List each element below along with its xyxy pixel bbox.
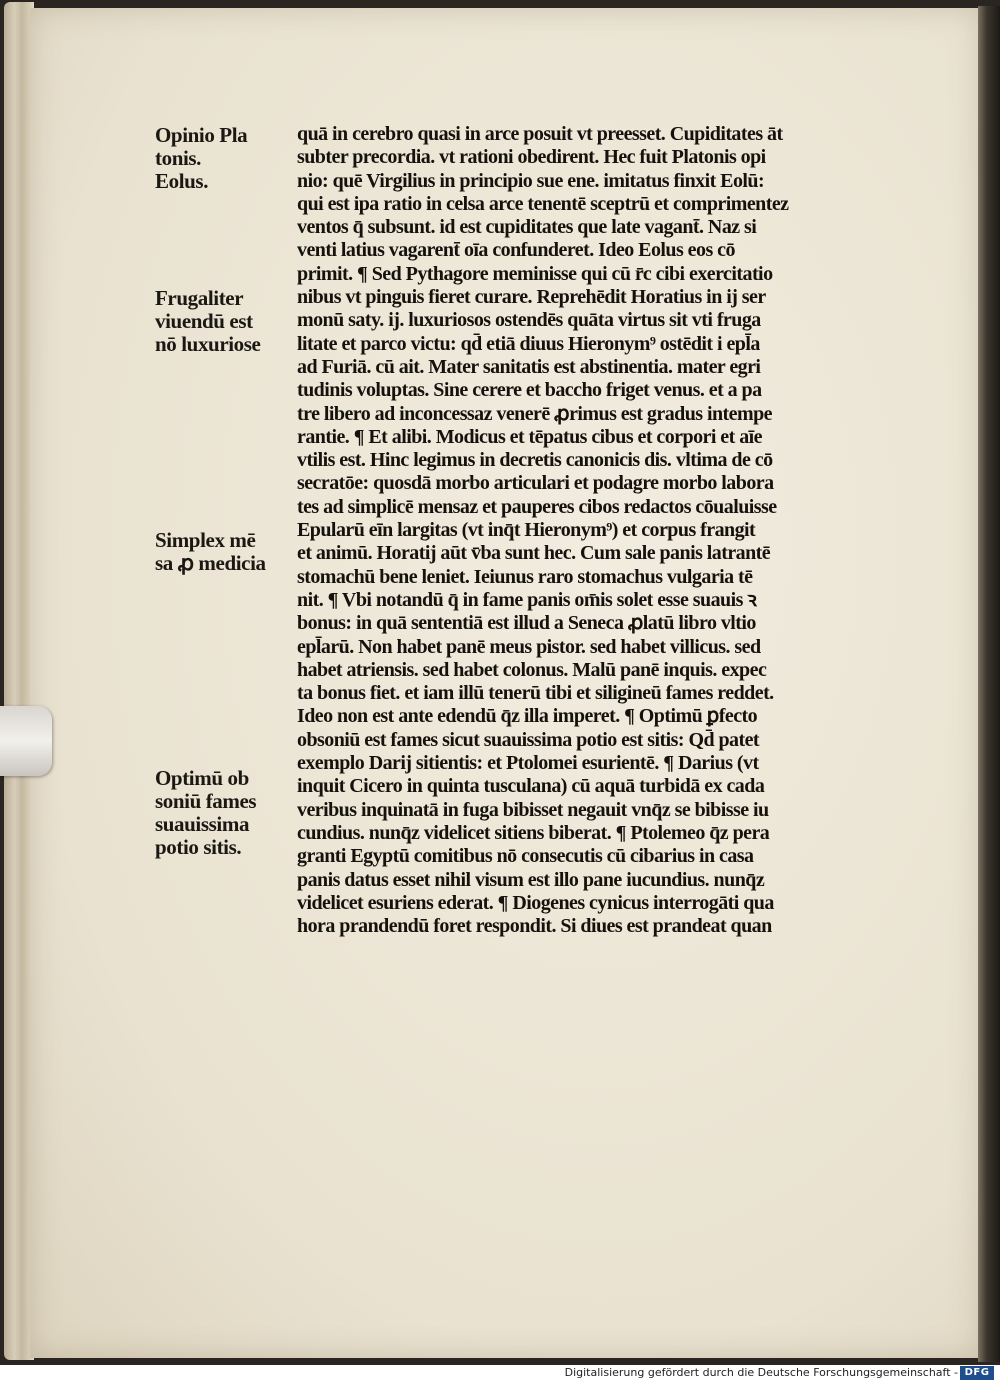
text-line: venti latius vagarent̄ oīa confunderet. Ideo Eolus eos cō — [297, 239, 735, 262]
margin-note-optimum-obsonium: Optimū ob soniū fames suauissima potio sitis. — [155, 766, 257, 859]
text-line: et animū. Horatij aūt v̄ba sunt hec. Cum sale panis latrantē — [297, 542, 771, 565]
text-line: vtilis est. Hinc legimus in decretis canonicis dis. vltima de cō — [297, 449, 773, 472]
text-line: bonus: in quā sententiā est illud a Seneca ꝓlatū libro vltio — [297, 612, 756, 635]
text-line: ad Furiā. cū ait. Mater sanitatis est abstinentia. mater egri — [297, 355, 761, 378]
text-line: obsoniū est fames sicut suauissima potio est sitis: Qd̄ patet — [297, 728, 760, 751]
main-text-block — [297, 123, 877, 938]
text-line: primit. ¶ Sed Pythagore meminisse qui cū r̄c cibi exercitatio — [297, 262, 773, 285]
text-line: habet atriensis. sed habet colonus. Malū panē inquis. expec — [297, 658, 767, 681]
text-line: subter precordia. vt rationi obedirent. Hec fuit Platonis opi — [297, 146, 766, 169]
funding-credit: Digitalisierung gefördert durch die Deutsche Forschungsgemeinschaft - — [564, 1366, 958, 1379]
text-line: tre libero ad inconcessaz venerē ꝓrimus est gradus intempe — [297, 402, 773, 425]
text-line: inquit Cicero in quinta tusculana) cū aquā turbidā ex cada — [297, 775, 765, 798]
text-line: tudinis voluptas. Sine cerere et baccho friget venus. et a pa — [297, 379, 762, 402]
text-line: exemplo Darij sitientis: et Ptolomei esurientē. ¶ Darius (vt — [297, 752, 759, 775]
text-line: cundius. nunq̄z videlicet sitiens biberat. ¶ Ptolemeo q̄z pera — [297, 821, 770, 844]
text-line: epl̄arū. Non habet panē meus pistor. sed habet villicus. sed — [297, 635, 761, 658]
gutter-shadow — [978, 6, 1000, 1362]
text-line: litate et parco victu: qd̄ etiā diuus Hieronym⁹ ostēdit i epl̄a — [297, 332, 760, 355]
text-line: hora prandendū foret respondit. Si diues est prandeat quan — [297, 915, 772, 938]
page-clip — [0, 706, 52, 776]
text-line: stomachū bene leniet. Ieiunus raro stomachus vulgaria tē — [297, 565, 753, 588]
text-line: monū saty. ij. luxuriosos ostendēs quāta virtus sit vti fruga — [297, 309, 761, 332]
text-line: tes ad simplicē mensaz et pauperes cibos redactos cōualuisse — [297, 495, 777, 518]
text-line: rantie. ¶ Et alibi. Modicus et tēpatus cibus et corpori et aīe — [297, 425, 762, 448]
text-line: qui est ipa ratio in celsa arce tenentē sceptrū et comprimentez — [297, 192, 789, 215]
text-line: nit. ¶ Vbi notandū q̄ in fame panis om̄is solet esse suauis ꝛ — [297, 588, 757, 611]
text-line: secratōe: quosdā morbo articulari et podagre morbo labora — [297, 472, 774, 495]
text-line: nio: quē Virgilius in principio sue ene. imitatus finxit Eolū: — [297, 169, 765, 192]
margin-note-simplex-mensa: Simplex mē sa ꝓ medicia — [155, 528, 266, 575]
text-line: Epularū eīn largitas (vt inq̄t Hieronym⁹) et corpus frangit — [297, 519, 756, 542]
text-line: quā in cerebro quasi in arce posuit vt preesset. Cupiditates āt — [297, 123, 783, 145]
text-line: videlicet esuriens ederat. ¶ Diogenes cynicus interrogāti qua — [297, 891, 774, 914]
text-line: granti Egyptū comitibus nō consecutis cū cibarius in casa — [297, 845, 754, 868]
margin-note-opinio-platonis: Opinio Pla tonis. Eolus. — [155, 123, 248, 193]
text-line: ventos q̄ subsunt. id est cupiditates que late vagant̄. Naz si — [297, 216, 757, 239]
text-line: panis datus esset nihil visum est illo pane iucundius. nunq̄z — [297, 868, 765, 891]
margin-note-frugaliter: Frugaliter viuendū est nō luxuriose — [155, 286, 261, 356]
text-line: nibus vt pinguis fieret curare. Reprehēdit Horatius in ij ser — [297, 286, 766, 309]
text-line: veribus inquinatā in fuga bibisset negauit vnq̄z se bibisse iu — [297, 798, 769, 821]
text-line: ta bonus fiet. et iam illū tenerū tibi et siligineū fames reddet. — [297, 682, 774, 705]
text-line: Ideo non est ante edendū q̄z illa imperet. ¶ Optimū ꝑfecto — [297, 705, 758, 728]
dfg-logo-icon: DFG — [960, 1366, 994, 1380]
